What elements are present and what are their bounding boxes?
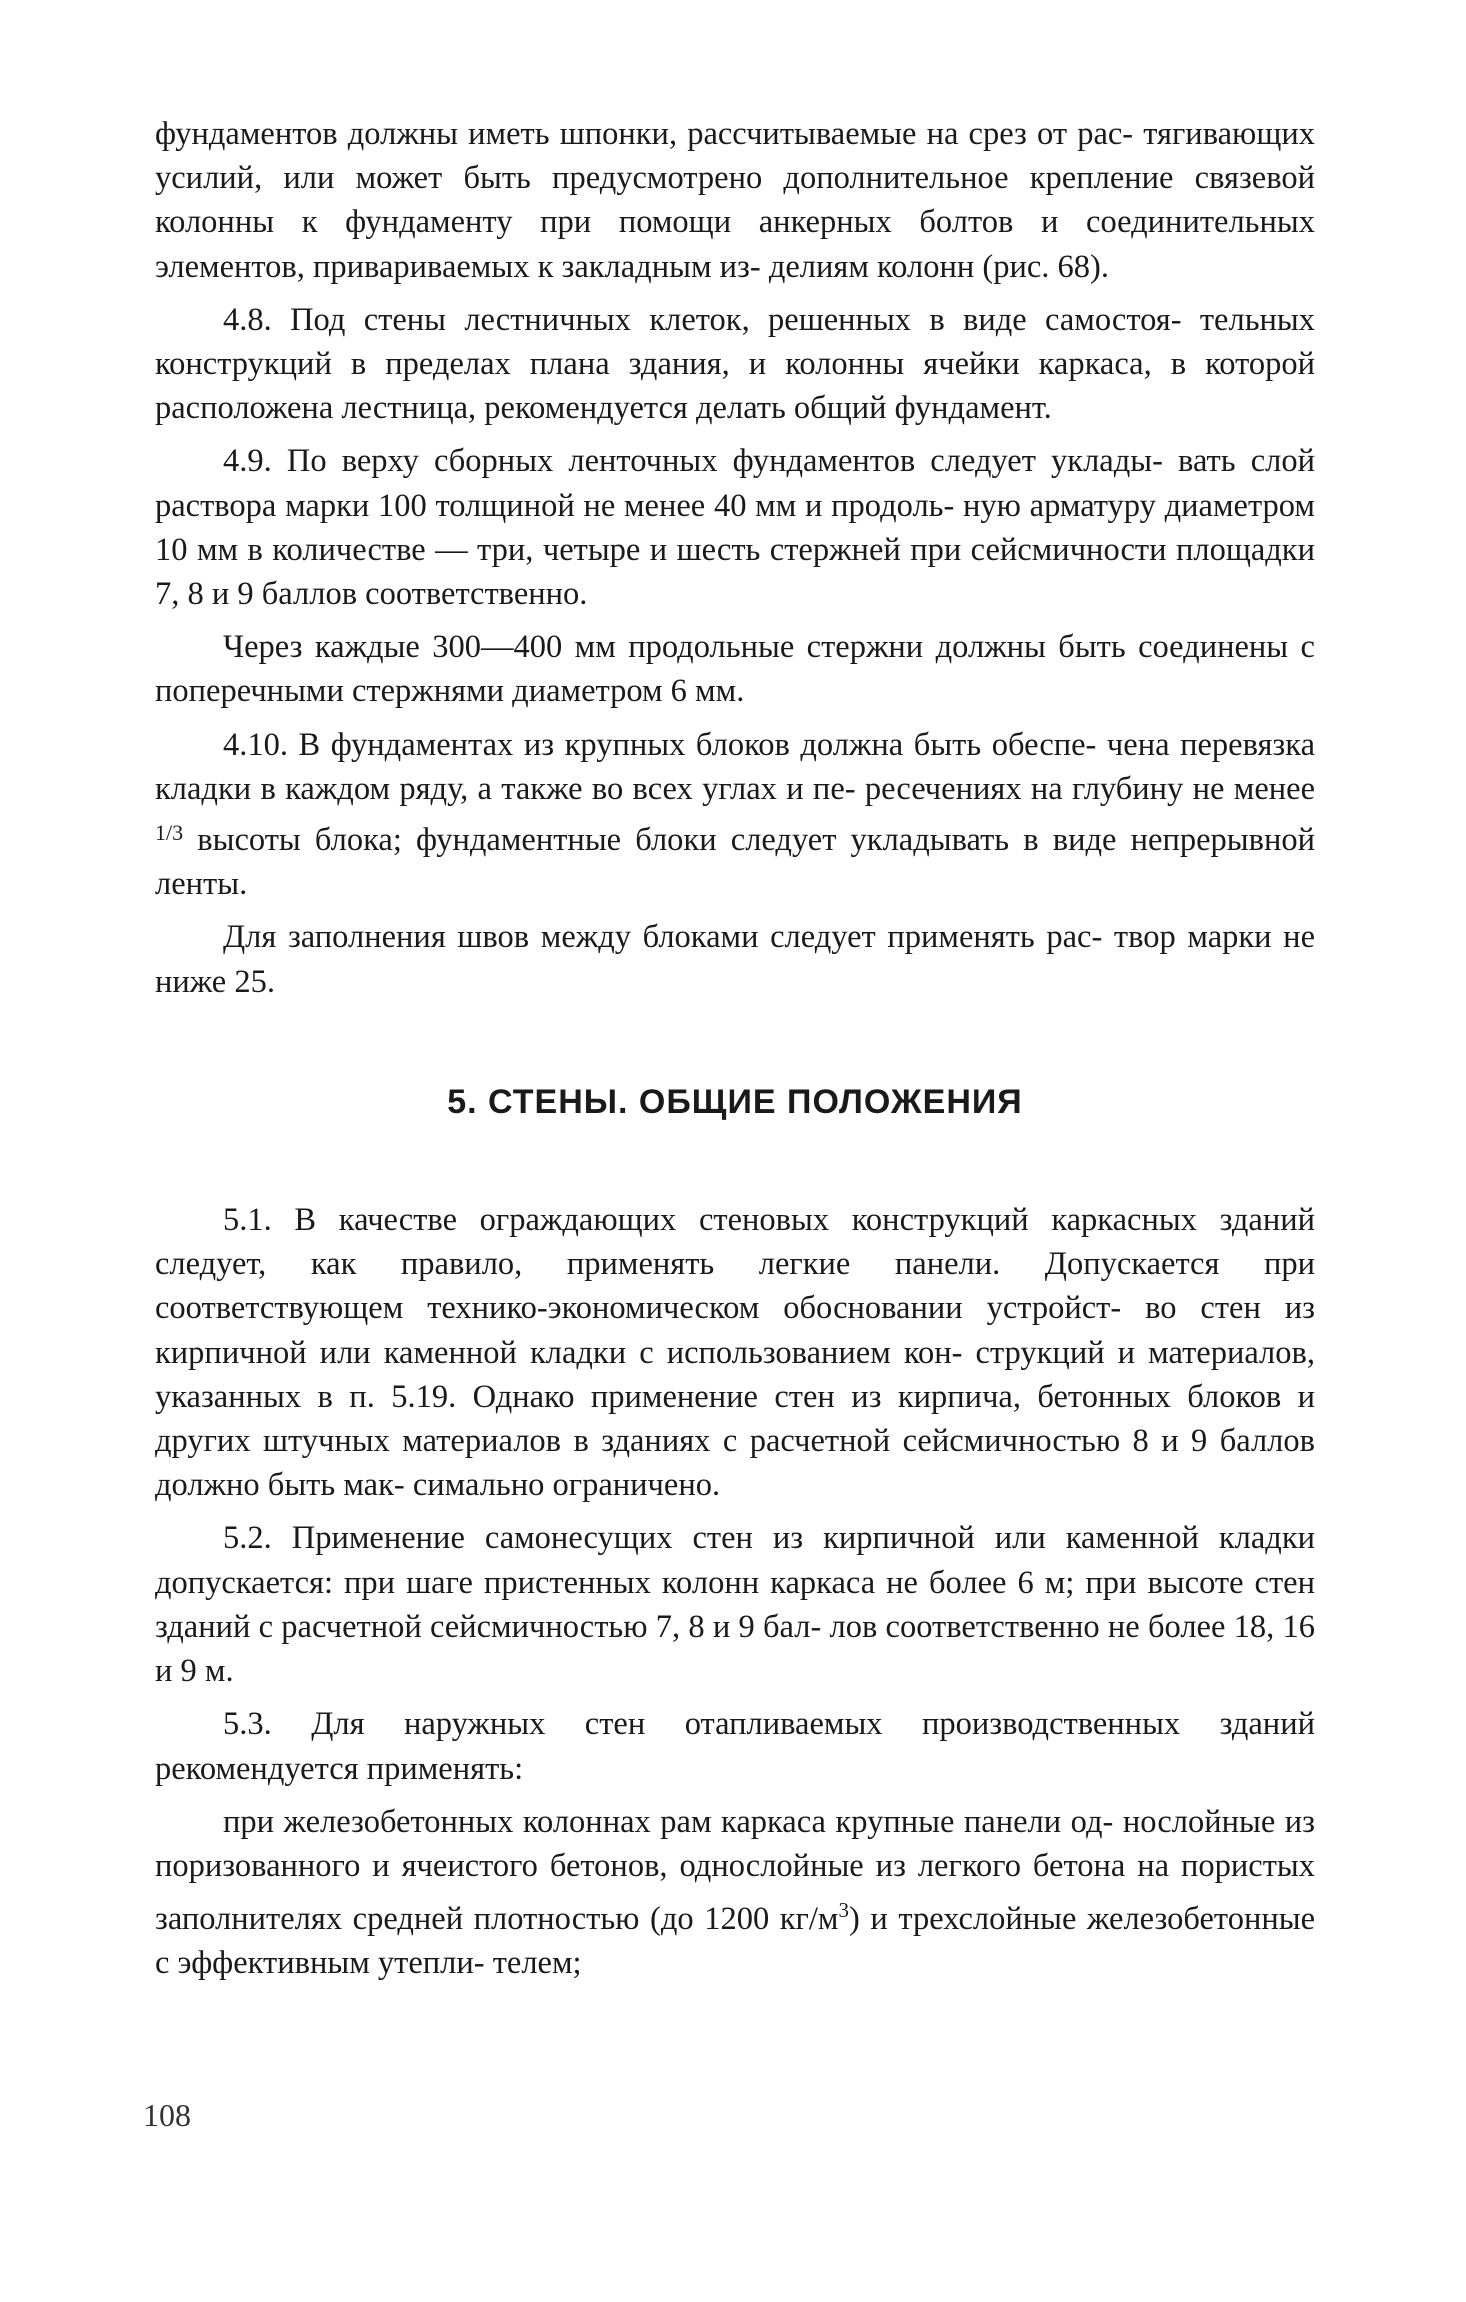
section-heading: 5. СТЕНЫ. ОБЩИЕ ПОЛОЖЕНИЯ (447, 1082, 1023, 1121)
paragraph-4-10-text-a: 4.10. В фундаментах из крупных блоков должна быть обеспе- чена перевязка кладки в каждом ряду, а также во всех углах и пе- ресечениях на глубину не менее (155, 726, 1315, 807)
paragraph-4-7-cont: фундаментов должны иметь шпонки, рассчитываемые на срез от рас- тягивающих усилий, или может быть предусмотрено дополнительное крепление связевой колонны к фундаменту при помощи анкерных болтов и соединительных элементов, привариваемых к закладным из- делиям колонн (рис. 68). (155, 116, 1315, 285)
superscript-three: 3 (838, 1898, 849, 1923)
paragraph-4-8: 4.8. Под стены лестничных клеток, решенных в виде самостоя- тельных конструкций в пределах плана здания, и колонны ячейки каркаса, в которой расположена лестница, рекомендуется делать общий фундамент. (155, 301, 1315, 427)
paragraph-5-2: 5.2. Применение самонесущих стен из кирпичной или каменной кладки допускается: при шаге пристенных колонн каркаса не более 6 м; при высоте стен зданий с расчетной сейсмичностью 7, 8 и 9 бал- лов соответственно не более 18, 16 и 9 м. (155, 1520, 1315, 1690)
paragraph-5-1: 5.1. В качестве ограждающих стеновых конструкций каркасных зданий следует, как правило, применять легкие панели. Допускается при соответствующем технико-экономическом обосновании устройст- во стен из кирпичной или каменной кладки с использованием кон- струкций и материалов, указанных в п. 5.19. Однако применение стен из кирпича, бетонных блоков и других штучных материалов в зданиях с расчетной сейсмичностью 8 и 9 баллов должно быть мак- симально ограничено. (155, 1202, 1315, 1504)
paragraph-4-10-cont: Для заполнения швов между блоками следует применять рас- твор марки не ниже 25. (155, 919, 1315, 1000)
paragraph-5-3-text-b: ) и трехслойные железобетонные с эффективным утепли- телем; (155, 1901, 1316, 1982)
paragraph-5-3-list (155, 1800, 1315, 1986)
paragraph-5-3-text-a: при железобетонных колоннах рам каркаса крупные панели од- нослойные из поризованного и ячеистого бетонов, однослойные из легкого бетона на пористых заполнителях средней плотностью (до 1200 кг/м (155, 1803, 1315, 1938)
paragraph-4-9-cont: Через каждые 300—400 мм продольные стержни должны быть соединены с поперечными стержнями диаметром 6 мм. (155, 629, 1315, 710)
paragraph-4-9: 4.9. По верху сборных ленточных фундаментов следует уклады- вать слой раствора марки 100 толщиной не менее 40 мм и продоль- ную арматуру диаметром 10 мм в количестве — три, четыре и шесть стержней при сейсмичности площадки 7, 8 и 9 баллов соответственно. (155, 443, 1315, 613)
page-number: 108 (143, 2097, 191, 2133)
paragraph-4-10 (155, 723, 1315, 907)
paragraph-5-3: 5.3. Для наружных стен отапливаемых производственных зданий рекомендуется применять: (155, 1706, 1315, 1787)
page-body (155, 112, 1315, 1986)
paragraph-4-10-text-b: высоты блока; фундаментные блоки следует укладывать в виде непрерывной ленты. (155, 822, 1315, 903)
fraction-one-third: 1/3 (155, 820, 184, 846)
